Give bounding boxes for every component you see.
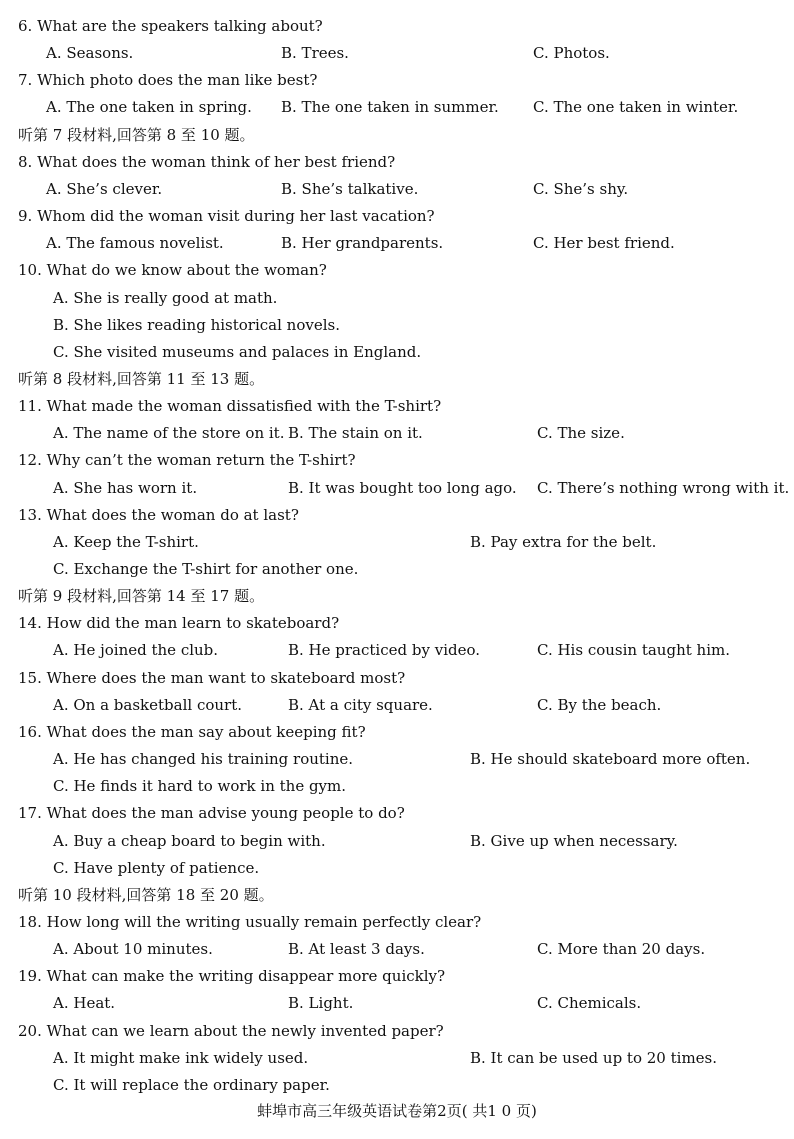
question-text: 6. What are the speakers talking about? bbox=[18, 17, 323, 35]
option-a: A. On a basketball court. bbox=[53, 695, 243, 714]
option-c: C. More than 20 days. bbox=[537, 940, 706, 959]
option-row bbox=[0, 936, 784, 963]
question-text: 20. What can we learn about the newly invented paper? bbox=[18, 1021, 444, 1040]
section-instruction bbox=[0, 583, 784, 610]
option-a: A. The name of the store on it. bbox=[53, 424, 285, 443]
option-row bbox=[0, 312, 784, 339]
question-stem bbox=[0, 13, 784, 40]
option-c: C. There’s nothing wrong with it. bbox=[537, 478, 790, 497]
section-instruction bbox=[0, 882, 784, 909]
option-a: A. The famous novelist. bbox=[46, 234, 224, 253]
question-stem bbox=[0, 149, 784, 176]
question-text: 19. What can make the writing disappear more quickly? bbox=[18, 967, 446, 986]
question-stem bbox=[0, 1018, 784, 1045]
option-text: A. She is really good at math. bbox=[53, 288, 278, 307]
option-row bbox=[0, 637, 784, 664]
option-row bbox=[0, 475, 790, 502]
option-a: A. She’s clever. bbox=[46, 179, 163, 198]
option-a: A. He has changed his training routine. bbox=[53, 750, 354, 769]
option-b: B. It was bought too long ago. bbox=[288, 478, 517, 497]
option-text: C. Exchange the T-shirt for another one. bbox=[53, 560, 359, 578]
option-row bbox=[0, 692, 784, 719]
question-text: 15. Where does the man want to skateboard most? bbox=[18, 668, 406, 687]
option-b: B. The stain on it. bbox=[288, 424, 423, 443]
question-text: 13. What does the woman do at last? bbox=[18, 505, 299, 524]
option-c: C. The size. bbox=[537, 424, 625, 443]
question-stem bbox=[0, 257, 784, 284]
option-c: C. She’s shy. bbox=[533, 179, 629, 198]
section-instruction bbox=[0, 122, 784, 149]
option-row bbox=[0, 285, 784, 312]
option-a: A. Seasons. bbox=[46, 44, 134, 63]
option-b: B. Pay extra for the belt. bbox=[470, 532, 657, 551]
question-stem bbox=[0, 963, 784, 990]
question-text: 9. Whom did the woman visit during her last vacation? bbox=[18, 207, 435, 226]
page-footer: 蚌埠市高三年级英语试卷第2页( 共1 0 页) bbox=[257, 1102, 537, 1120]
option-b: B. Give up when necessary. bbox=[470, 831, 678, 850]
option-c: C. Her best friend. bbox=[533, 234, 675, 253]
question-stem bbox=[0, 610, 784, 637]
option-b: B. At a city square. bbox=[288, 695, 433, 714]
option-b: B. At least 3 days. bbox=[288, 940, 425, 959]
option-row bbox=[0, 339, 784, 366]
option-c: C. His cousin taught him. bbox=[537, 641, 730, 660]
section-heading: 听第 10 段材料,回答第 18 至 20 题。 bbox=[18, 885, 274, 904]
option-row bbox=[0, 556, 784, 583]
option-text: C. She visited museums and palaces in England. bbox=[53, 342, 422, 361]
option-b: B. The one taken in summer. bbox=[281, 98, 499, 117]
question-stem bbox=[0, 665, 784, 692]
option-row bbox=[0, 1072, 784, 1099]
question-text: 12. Why can’t the woman return the T-shirt? bbox=[18, 451, 356, 470]
option-row bbox=[0, 176, 784, 203]
option-text: C. It will replace the ordinary paper. bbox=[53, 1075, 330, 1094]
question-stem bbox=[0, 203, 784, 230]
question-text: 14. How did the man learn to skateboard? bbox=[18, 614, 340, 633]
option-text: C. Have plenty of patience. bbox=[53, 858, 260, 877]
section-heading: 听第 9 段材料,回答第 14 至 17 题。 bbox=[18, 587, 265, 606]
option-a: A. It might make ink widely used. bbox=[53, 1048, 309, 1067]
option-a: A. Heat. bbox=[53, 994, 116, 1013]
option-row bbox=[0, 746, 784, 773]
option-b: B. She’s talkative. bbox=[281, 179, 419, 198]
option-a: A. Buy a cheap board to begin with. bbox=[53, 831, 326, 850]
question-stem bbox=[0, 447, 784, 474]
option-row bbox=[0, 230, 784, 257]
question-text: 8. What does the woman think of her best friend? bbox=[18, 152, 396, 171]
question-stem bbox=[0, 393, 784, 420]
section-heading: 听第 7 段材料,回答第 8 至 10 题。 bbox=[18, 125, 255, 144]
option-c: C. Photos. bbox=[533, 44, 610, 63]
section-heading: 听第 8 段材料,回答第 11 至 13 题。 bbox=[18, 369, 265, 388]
option-b: B. He practiced by video. bbox=[288, 641, 481, 660]
question-text: 7. Which photo does the man like best? bbox=[18, 71, 318, 90]
option-b: B. Her grandparents. bbox=[281, 234, 444, 253]
question-stem bbox=[0, 502, 784, 529]
option-b: B. He should skateboard more often. bbox=[470, 750, 751, 769]
option-a: A. The one taken in spring. bbox=[46, 98, 252, 117]
question-stem bbox=[0, 719, 784, 746]
question-text: 10. What do we know about the woman? bbox=[18, 261, 327, 280]
option-row bbox=[0, 855, 784, 882]
option-row bbox=[0, 420, 784, 447]
option-b: B. Trees. bbox=[281, 44, 349, 63]
question-stem bbox=[0, 800, 784, 827]
question-text: 18. How long will the writing usually remain perfectly clear? bbox=[18, 912, 482, 931]
option-b: B. It can be used up to 20 times. bbox=[470, 1048, 718, 1067]
option-b: B. Light. bbox=[288, 994, 354, 1013]
question-stem bbox=[0, 909, 784, 936]
option-c: C. By the beach. bbox=[537, 695, 662, 714]
option-c: C. Chemicals. bbox=[537, 994, 642, 1013]
option-a: A. She has worn it. bbox=[53, 478, 198, 497]
option-row bbox=[0, 828, 784, 855]
option-a: A. He joined the club. bbox=[53, 641, 219, 660]
question-text: 11. What made the woman dissatisfied with the T-shirt? bbox=[18, 397, 442, 416]
option-a: A. Keep the T-shirt. bbox=[53, 532, 199, 551]
option-row bbox=[0, 1045, 784, 1072]
section-instruction bbox=[0, 366, 784, 393]
option-row bbox=[0, 94, 784, 121]
option-a: A. About 10 minutes. bbox=[53, 940, 213, 959]
question-text: 17. What does the man advise young people to do? bbox=[18, 804, 405, 823]
option-row bbox=[0, 529, 784, 556]
option-row bbox=[0, 773, 784, 800]
question-stem bbox=[0, 67, 784, 94]
option-c: C. The one taken in winter. bbox=[533, 98, 739, 117]
option-row bbox=[0, 990, 784, 1017]
option-text: B. She likes reading historical novels. bbox=[53, 315, 340, 334]
option-text: C. He finds it hard to work in the gym. bbox=[53, 777, 347, 796]
question-text: 16. What does the man say about keeping fit? bbox=[18, 722, 366, 741]
option-row bbox=[0, 40, 784, 67]
